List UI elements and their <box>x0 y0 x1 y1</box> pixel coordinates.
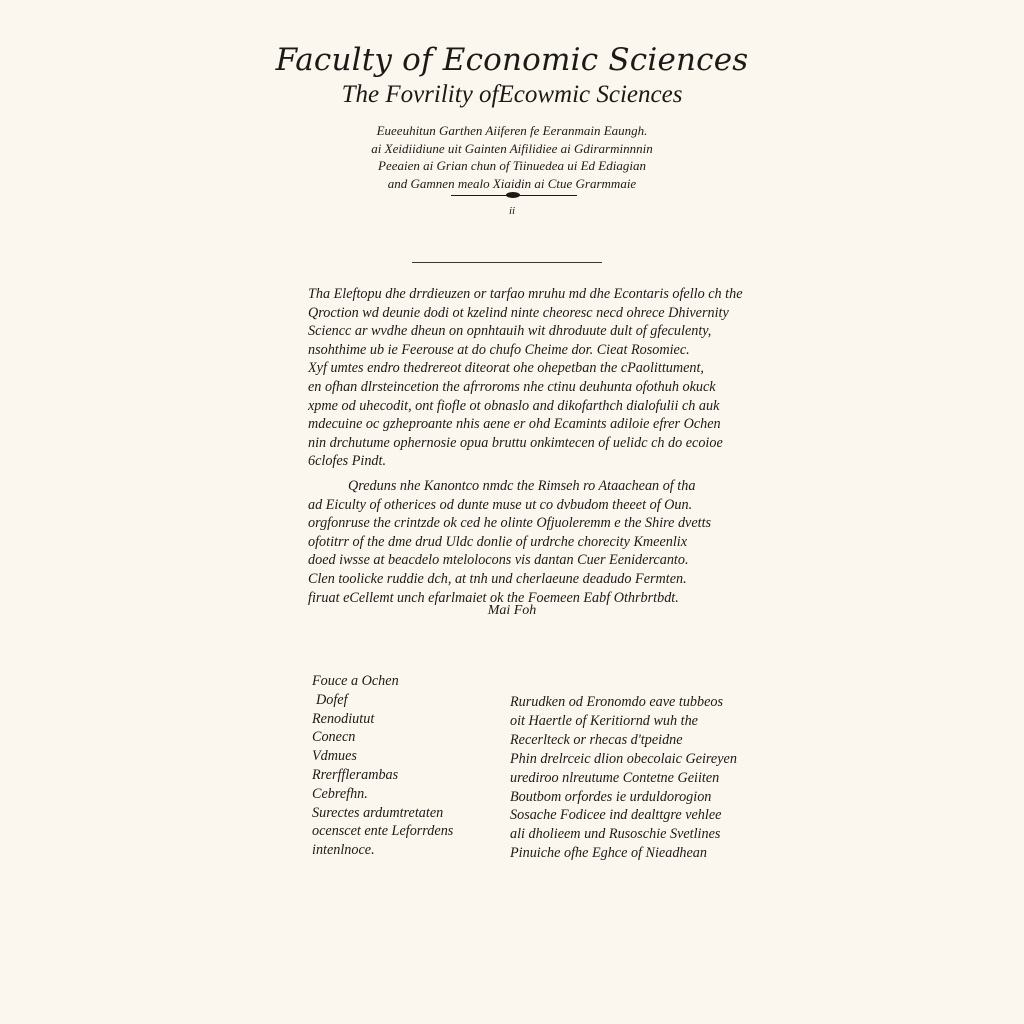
left-column-item: Cebrefhn. <box>312 785 368 802</box>
right-column-item: Pinuiche ofhe Eghce of Nieadhean <box>510 845 707 862</box>
header-block <box>330 122 694 192</box>
right-column-item: Sosache Fodicee ind dealttgre vehlee <box>510 807 722 824</box>
paragraph-line: Xyf umtes endro thedrereot diteorat ohe ohepetban the cPaolittument, <box>308 360 704 377</box>
signature: Mai Foh <box>487 603 537 618</box>
left-column-item: ocenscet ente Leforrdens <box>312 823 454 840</box>
left-column-item: Vdmues <box>312 748 357 765</box>
document-title: Faculty of Economic Sciences <box>275 42 749 78</box>
section-divider <box>412 262 602 263</box>
left-column-item: Surectes ardumtretaten <box>312 804 444 821</box>
right-column <box>510 693 740 863</box>
left-column-item: Conecn <box>312 729 356 746</box>
header-line: Eueeuhitun Garthen Aiiferen fe Eeranmain Eaungh. <box>376 123 648 138</box>
left-column-item: Fouce a Ochen <box>312 673 399 689</box>
paragraph-line: mdecuine oc gzheproante nhis aene er ohd Ecamints adiloie efrer Ochen <box>308 416 721 433</box>
header-line: and Gamnen mealo Xiaidin ai Ctue Grarmmaie <box>387 175 637 191</box>
header-line: ai Xeidiidiune uit Gainten Aifilidiee ai Gdirarminnnin <box>371 140 653 156</box>
paragraph-line: ad Eiculty of otherices od dunte muse ut co dvbudom theeet of Oun. <box>308 496 693 513</box>
paragraph-line: Clen toolicke ruddie dch, at tnh und cherlaeune deadudo Fermten. <box>308 570 687 587</box>
right-column-item: Rurudken od Eronomdo eave tubbeos <box>510 694 724 710</box>
paragraph-line: firuat eCellemt unch efarlmaiet ok the Foemeen Eabf Othrbrtbdt. <box>308 589 679 606</box>
paragraph-line: doed iwsse at beacdelo mtelolocons vis dantan Cuer Eenidercanto. <box>308 552 689 569</box>
paragraph-line: nin drchutume ophernosie opua bruttu onkimtecen of uelidc ch do ecoioe <box>308 434 723 451</box>
paragraph-line: Sciencc ar wvdhe dheun on opnhtauih wit dhroduute dult of gfeculenty, <box>308 323 712 340</box>
right-column-item: Boutbom orfordes ie urduldorogion <box>510 788 712 805</box>
right-column-item: oit Haertle of Keritiornd wuh the <box>510 712 698 729</box>
divider-ornament <box>506 192 520 198</box>
paragraph-line: 6clofes Pindt. <box>308 453 387 470</box>
left-column-item: Dofef <box>316 691 348 708</box>
left-column-item: Renodiutut <box>312 710 375 727</box>
right-column-item: Recerlteck or rhecas d'tpeidne <box>510 731 683 748</box>
right-column-item: ali dholieem und Rusoschie Svetlines <box>510 826 721 843</box>
left-column-item: intenlnoce. <box>312 842 375 859</box>
paragraph-line: Tha Eleftopu dhe drrdieuzen or tarfao mruhu md dhe Econtaris ofello ch the <box>308 286 743 302</box>
left-column <box>312 672 482 860</box>
right-column-item: urediroo nlreutume Contetne Geiiten <box>510 769 720 786</box>
paragraph-line: orgfonruse the crintzde ok ced he olinte Ofjuoleremm e the Shire dvetts <box>308 515 712 532</box>
paragraph-line: Qreduns nhe Kanontco nmdc the Rimseh ro Ataachean of tha <box>348 477 696 494</box>
paragraph-line: Qroction wd deunie dodi ot kzelind ninte cheoresc necd ohrece Dhivernity <box>308 304 729 321</box>
body-text <box>308 285 743 607</box>
left-column-item: Rrerfflerambas <box>312 766 399 783</box>
document-subtitle: The Fovrility ofEcowmic Sciences <box>341 81 683 108</box>
page-number: ii <box>508 205 516 217</box>
paragraph-line: nsohthime ub ie Feerouse at do chufo Cheime dor. Cieat Rosomiec. <box>308 341 690 358</box>
right-column-item: Phin drelrceic dlion obecolaic Geireyen <box>510 750 737 767</box>
paragraph-line: xpme od uhecodit, ont fiofle ot obnaslo and dikofarthch dialofulii ch auk <box>308 397 720 414</box>
header-line: Peeaien ai Grian chun of Tiinuedea ui Ed Ediagian <box>378 158 646 173</box>
paragraph-line: ofotitrr of the dme drud Uldc donlie of urdrche chorecity Kmeenlix <box>308 533 688 550</box>
paragraph-line: en ofhan dlrsteincetion the afrroroms nhe ctinu deuhunta ofothuh okuck <box>308 378 716 395</box>
